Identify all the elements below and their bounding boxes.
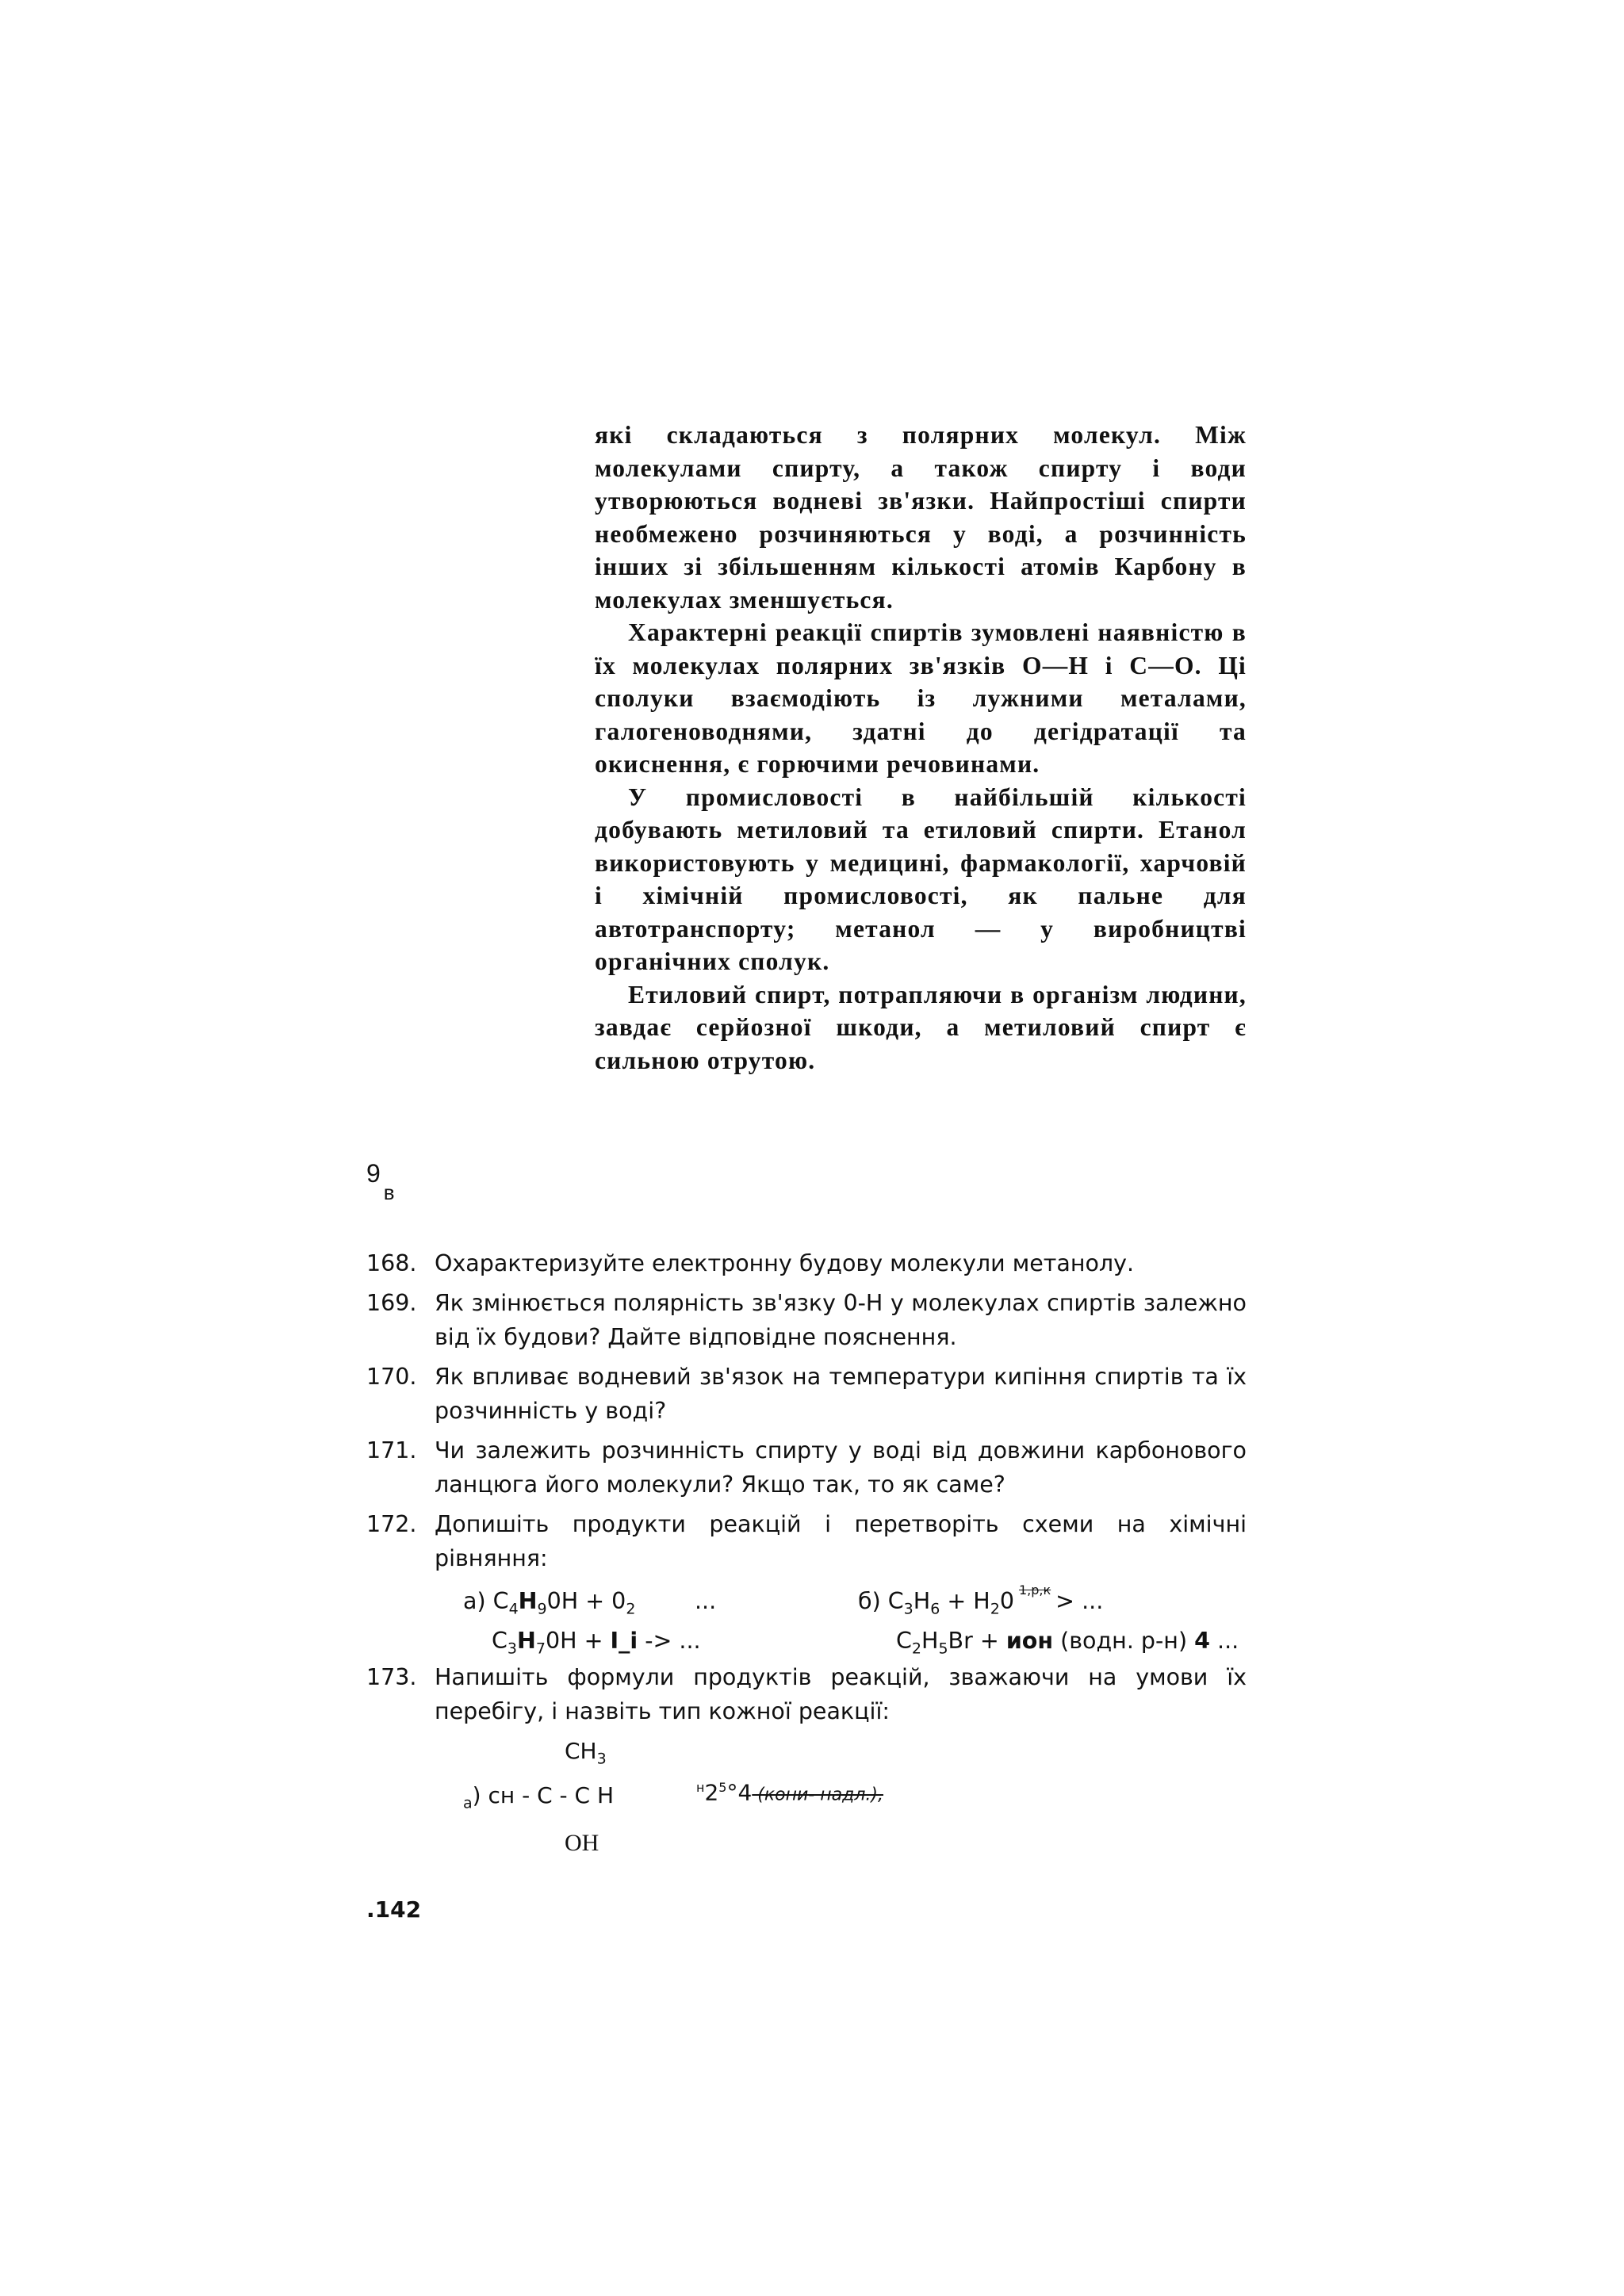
eq-b-plus: + H <box>940 1588 990 1614</box>
eq-b-c-sub: 3 <box>903 1600 914 1618</box>
ch3-sub: 3 <box>596 1750 607 1768</box>
bond-o-h: О—Н <box>1022 651 1090 679</box>
section-mark-sub: в <box>383 1181 395 1204</box>
item-label-a: а <box>463 1794 473 1812</box>
eq-a-c: C <box>492 1588 509 1614</box>
summary-p2-mid: і <box>1089 651 1130 679</box>
summary-p2-end: . Ці сполуки взаємодіють із лужними металами, галогеноводнями, здатні до дегідратації та окиснення, є горючими речовинами. <box>595 651 1247 778</box>
eq-b-label: б) <box>858 1588 888 1614</box>
reaction-condition <box>696 1770 883 1812</box>
eq-b-c: C <box>887 1588 904 1614</box>
equation-row-1 <box>366 1581 1247 1621</box>
task-text: Охарактеризуйте електронну будову молекули метанолу. <box>435 1250 1135 1276</box>
task-text: Допишіть продукти реакцій і перетворіть схеми на хімічні рівняння: <box>435 1511 1247 1571</box>
eq-d-c: C <box>896 1628 912 1654</box>
task-172 <box>366 1507 1247 1575</box>
cond-sup: 5 <box>718 1780 727 1795</box>
task-text: Напишіть формули продуктів реакцій, зважаючи на умови їх перебігу, і назвіть тип кожної реакції: <box>435 1664 1247 1724</box>
page-number: .142 <box>366 1896 422 1923</box>
task-number: 170. <box>366 1364 417 1390</box>
task-number: 168. <box>366 1250 417 1276</box>
task-number: 172. <box>366 1511 417 1537</box>
eq-d-h-sub: 5 <box>938 1640 948 1658</box>
eq-a-h-sub: 9 <box>537 1600 547 1618</box>
ch3-text: CH <box>565 1738 597 1764</box>
summary-paragraph-1: які складаються з полярних молекул. Між молекулами спирту, а також спирту і води утворюються водневі зв'язки. Найпростіші спирти необмежено розчиняються у воді, а розчинність інших зі збільшенням кількості атомів Карбону в молекулах зменшується. <box>595 421 1247 614</box>
section-mark-main: 9 <box>366 1159 381 1188</box>
eq-d-note: (водн. р-н) <box>1053 1628 1195 1654</box>
eq-d-h: H <box>921 1628 939 1654</box>
oh-group: OH <box>565 1830 599 1856</box>
eq-b-condition: 1,р,к <box>1018 1582 1051 1598</box>
task-number: 169. <box>366 1290 417 1316</box>
cond-tail: °4 <box>726 1779 753 1806</box>
section-mark <box>366 1159 395 1204</box>
eq-a-c-sub: 4 <box>508 1600 519 1618</box>
chain-text: ) сн - С - С Н <box>472 1782 615 1808</box>
eq-c-reagent: I_i <box>610 1628 638 1654</box>
eq-d-dots: ... <box>1209 1628 1239 1654</box>
eq-d-rest: Br + <box>948 1628 1006 1654</box>
ch3-group <box>565 1734 607 1777</box>
eq-c-arrow: -> ... <box>638 1628 701 1654</box>
structural-formula-173a <box>366 1734 1247 1877</box>
eq-d-reagent: ион <box>1005 1628 1054 1654</box>
eq-c-h: H <box>517 1628 536 1654</box>
cond-mid: 2 <box>704 1779 719 1806</box>
eq-d-num: 4 <box>1194 1628 1210 1654</box>
main-chain <box>463 1778 614 1821</box>
eq-b-h: H <box>913 1588 931 1614</box>
task-number: 171. <box>366 1437 417 1464</box>
eq-c-h-sub: 7 <box>535 1640 546 1658</box>
bond-c-o: С—О <box>1129 651 1195 679</box>
task-text: Як змінюється полярність зв'язку 0-Н у молекулах спиртів залежно від їх будови? Дайте відповідне пояснення. <box>435 1290 1247 1350</box>
eq-a-dots: ... <box>695 1588 717 1614</box>
summary-paragraph-4: Етиловий спирт, потрапляючи в організм людини, завдає серйозної шкоди, а метиловий спирт є сильною отрутою. <box>595 980 1247 1074</box>
summary-p2-start: Характерні реакції спиртів зумовлені наявністю в їх молекулах полярних зв'язків <box>595 618 1247 679</box>
cond-top: н <box>696 1780 705 1795</box>
task-170 <box>366 1360 1247 1428</box>
eq-b-h-sub: 6 <box>930 1600 940 1618</box>
summary-text-block <box>595 419 1247 1077</box>
eq-a-rest: 0H + 0 <box>546 1588 626 1614</box>
eq-b-o: 0 <box>999 1588 1014 1614</box>
equation-row-2 <box>366 1621 1247 1660</box>
task-number: 173. <box>366 1664 417 1690</box>
eq-d-c-sub: 2 <box>911 1640 921 1658</box>
task-text: Як впливає водневий зв'язок на температури кипіння спиртів та їх розчинність у воді? <box>435 1364 1247 1424</box>
summary-paragraph-3: У промисловості в найбільшій кількості добувають метиловий та етиловий спирти. Етанол використовують у медицині, фармакології, харчовій і хімічній промисловості, як пальне для автотранспорту; метанол — у виробництві органічних сполук. <box>595 783 1247 975</box>
task-168 <box>366 1246 1247 1280</box>
task-171 <box>366 1433 1247 1502</box>
eq-a-h: H <box>518 1588 538 1614</box>
eq-a-label: а) <box>463 1588 493 1614</box>
eq-c-c-sub: 3 <box>507 1640 517 1658</box>
summary-paragraph-2 <box>595 616 1247 781</box>
eq-b-arrow: > ... <box>1055 1588 1104 1614</box>
eq-c-c: C <box>492 1628 508 1654</box>
equation-d <box>896 1624 1239 1667</box>
task-173 <box>366 1660 1247 1728</box>
eq-c-rest: 0H + <box>545 1628 611 1654</box>
tasks-list <box>366 1246 1247 1877</box>
equation-c <box>492 1624 701 1667</box>
task-169 <box>366 1286 1247 1354</box>
task-text: Чи залежить розчинність спирту у воді від довжини карбонового ланцюга його молекули? Якщо так, то як саме? <box>435 1437 1247 1498</box>
cond-note: (кони- надл.), <box>752 1785 883 1805</box>
eq-b-w-sub: 2 <box>990 1600 1000 1618</box>
eq-a-o-sub: 2 <box>626 1600 636 1618</box>
